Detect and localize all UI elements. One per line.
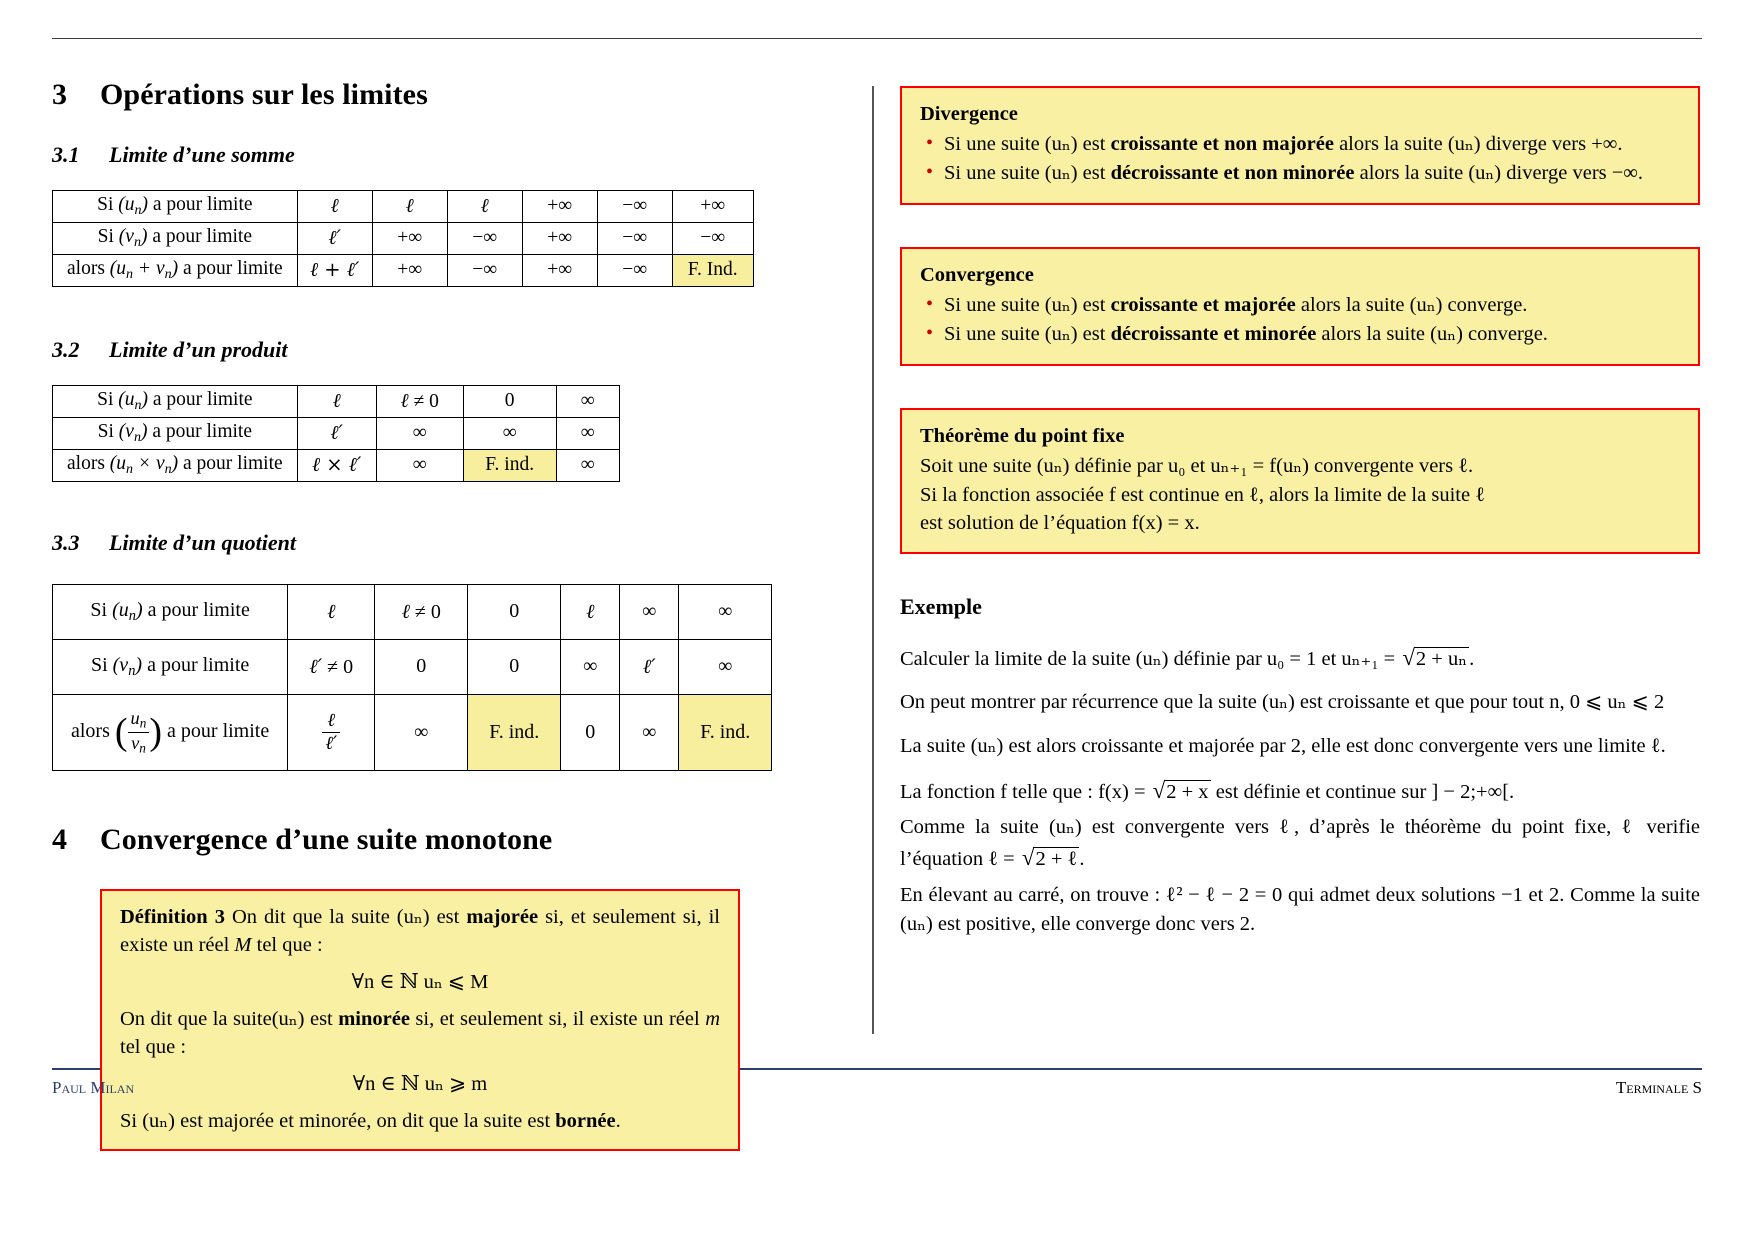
subsection-31-heading <box>52 142 842 168</box>
definition-3-text-d: si, et seulement si, il existe un réel m tel que : <box>120 1007 720 1059</box>
cell: +∞ <box>372 254 447 286</box>
cell: 0 <box>468 584 561 639</box>
convergence-box <box>900 247 1700 366</box>
exemple-paragraph-4 <box>900 775 1700 808</box>
list-item <box>920 130 1680 159</box>
cell: ℓ′ <box>297 222 372 254</box>
cell: 0 <box>463 385 556 417</box>
cell-indeterminate: F. ind. <box>468 694 561 770</box>
cell: ℓ + ℓ′ <box>297 254 372 286</box>
cell: +∞ <box>522 191 597 223</box>
section-4-heading <box>52 823 842 857</box>
definition-3-box <box>100 889 740 1152</box>
subsection-33-number: 3.3 <box>52 529 80 555</box>
subsection-32-heading <box>52 337 842 363</box>
section-3-number: 3 <box>52 78 68 111</box>
subsection-33-title: Limite d’un quotient <box>109 529 297 555</box>
exemple-p5-sqrt-arg: 2 + ℓ <box>1035 848 1078 871</box>
bullet-post: alors la suite (uₙ) converge. <box>1295 293 1528 316</box>
subsection-31-number: 3.1 <box>52 142 80 167</box>
cell: −∞ <box>597 191 672 223</box>
bullet-pre: Si une suite (uₙ) est <box>944 162 1111 185</box>
sqrt-icon: √2 + ℓ <box>1021 845 1078 871</box>
point-fixe-line-1: Soit une suite (uₙ) définie par u₀ et uₙ₊₁ = f(uₙ) convergente vers ℓ. <box>920 454 1474 477</box>
cell: ℓ <box>288 584 375 639</box>
row-label: Si $(v_n)$ a pour limite <box>53 222 298 254</box>
cell: ∞ <box>376 417 463 449</box>
definition-3-text-c: On dit que la suite(uₙ) est <box>120 1007 339 1030</box>
definition-3-bold-bornee: bornée <box>555 1109 616 1132</box>
table-row <box>53 191 754 223</box>
section-3-title: Opérations sur les limites <box>100 78 428 111</box>
exemple-paragraph-2: On peut montrer par récurrence que la suite (uₙ) est croissante et que pour tout n, 0 ⩽ uₙ ⩽ 2 <box>900 691 1665 714</box>
cell: −∞ <box>597 254 672 286</box>
cell: ℓ <box>561 584 620 639</box>
subsection-33-heading <box>52 530 842 556</box>
table-limite-somme <box>52 190 754 287</box>
cell: ∞ <box>679 639 772 694</box>
bullet-pre: Si une suite (uₙ) est <box>944 293 1111 316</box>
cell: −∞ <box>447 222 522 254</box>
list-item <box>920 159 1680 188</box>
cell: ∞ <box>463 417 556 449</box>
column-divider <box>872 86 874 1034</box>
left-column <box>52 78 842 1151</box>
definition-3-line2 <box>120 1005 720 1062</box>
cell: ℓ <box>297 191 372 223</box>
cell: 0 <box>468 639 561 694</box>
row-label: alors $(u_n \times v_n)$ a pour limite <box>53 449 298 481</box>
cell: −∞ <box>447 254 522 286</box>
subsection-32-number: 3.2 <box>52 336 80 362</box>
exemple-p4-sqrt-arg: 2 + x <box>1166 780 1209 803</box>
definition-3-formula-2: ∀n ∈ ℕ uₙ ⩾ m <box>352 1073 488 1096</box>
definition-3-line3 <box>120 1107 720 1136</box>
exemple-p1-text-b: . <box>1469 647 1475 670</box>
table-row <box>53 694 772 770</box>
sqrt-icon: √2 + uₙ <box>1402 644 1468 670</box>
cell: +∞ <box>522 222 597 254</box>
bullet-post: alors la suite (uₙ) diverge vers +∞. <box>1333 132 1623 155</box>
table-row <box>53 222 754 254</box>
row-label: Si $(u_n)$ a pour limite <box>53 584 288 639</box>
footer-author: Paul Milan <box>52 1078 135 1097</box>
cell: +∞ <box>372 222 447 254</box>
divergence-bullet-list <box>920 130 1680 188</box>
cell: 0 <box>375 639 468 694</box>
definition-3-bold-minoree: minorée <box>338 1007 410 1030</box>
footer-level: Terminale S <box>1615 1078 1702 1097</box>
table-row <box>53 449 620 481</box>
exemple-paragraph-3: La suite (uₙ) est alors croissante et majorée par 2, elle est donc convergente vers une limite ℓ. <box>900 734 1666 757</box>
cell: ℓ <box>372 191 447 223</box>
exemple-paragraph-5 <box>900 813 1700 875</box>
cell: +∞ <box>672 191 753 223</box>
point-fixe-title: Théorème du point fixe <box>920 425 1125 448</box>
divergence-box <box>900 86 1700 205</box>
exemple-p4-text-a: La fonction f telle que : f(x) = <box>900 780 1151 803</box>
row-label: Si $(u_n)$ a pour limite <box>53 385 298 417</box>
subsection-31-title: Limite d’une somme <box>109 142 295 167</box>
bullet-bold: décroissante et minorée <box>1110 323 1317 346</box>
subsection-32-title: Limite d’un produit <box>109 336 288 362</box>
row-label: Si $(u_n)$ a pour limite <box>53 191 298 223</box>
cell: ℓ <box>447 191 522 223</box>
cell: $\frac{\text{ℓ}}{\text{ℓ′}}$ <box>288 694 375 770</box>
definition-3-title: Définition 3 <box>120 905 225 928</box>
definition-3-formula-1: ∀n ∈ ℕ uₙ ⩽ M <box>351 970 489 993</box>
bullet-bold: décroissante et non minorée <box>1110 162 1355 185</box>
section-4-title: Convergence d’une suite monotone <box>100 822 553 856</box>
exemple-p4-text-b: est définie et continue sur ] − 2;+∞[. <box>1210 780 1515 803</box>
definition-3-bold-majoree: majorée <box>466 905 539 928</box>
bullet-post: alors la suite (uₙ) diverge vers −∞. <box>1354 162 1644 185</box>
cell: ∞ <box>620 584 679 639</box>
bullet-bold: croissante et non majorée <box>1110 132 1334 155</box>
table-row <box>53 639 772 694</box>
cell: ℓ × ℓ′ <box>297 449 376 481</box>
cell: ∞ <box>556 417 619 449</box>
cell: ∞ <box>376 449 463 481</box>
table-limite-quotient <box>52 584 772 771</box>
section-3-heading <box>52 78 842 112</box>
point-fixe-line-3: est solution de l’équation f(x) = x. <box>920 512 1200 535</box>
row-label: Si $(v_n)$ a pour limite <box>53 639 288 694</box>
exemple-p5-text-b: . <box>1079 848 1085 871</box>
cell: ∞ <box>620 694 679 770</box>
divergence-title: Divergence <box>920 103 1018 125</box>
convergence-bullet-list <box>920 291 1680 349</box>
cell-indeterminate: F. ind. <box>679 694 772 770</box>
cell: ∞ <box>556 385 619 417</box>
exemple-p1-sqrt-arg: 2 + uₙ <box>1415 647 1468 670</box>
definition-3-text-a: On dit que la suite (uₙ) est <box>224 905 467 928</box>
exemple-paragraph-1 <box>900 642 1700 675</box>
cell-indeterminate: F. ind. <box>463 449 556 481</box>
bullet-post: alors la suite (uₙ) converge. <box>1316 323 1548 346</box>
point-fixe-line-2: Si la fonction associée f est continue en ℓ, alors la limite de la suite ℓ <box>920 483 1486 506</box>
cell: ℓ′ <box>620 639 679 694</box>
table-row <box>53 385 620 417</box>
list-item <box>920 320 1680 349</box>
cell: ∞ <box>556 449 619 481</box>
cell: ℓ′ ≠ 0 <box>288 639 375 694</box>
exemple-paragraph-6: En élevant au carré, on trouve : ℓ² − ℓ − 2 = 0 qui admet deux solutions −1 et 2. Comme la suite (uₙ) est positive, elle converge donc vers 2. <box>900 883 1700 936</box>
cell: ℓ′ <box>297 417 376 449</box>
cell: ∞ <box>375 694 468 770</box>
table-row <box>53 584 772 639</box>
cell: ℓ <box>297 385 376 417</box>
cell: ∞ <box>561 639 620 694</box>
right-column <box>900 86 1700 953</box>
cell: ∞ <box>679 584 772 639</box>
point-fixe-box <box>900 408 1700 554</box>
definition-3-text-b: si, et seulement si, il existe un réel M tel que : <box>120 905 720 957</box>
page-footer <box>52 1078 1702 1098</box>
row-label: alors ( $\frac{u_n}{v_n}$ ) a pour limite <box>53 694 288 770</box>
cell: −∞ <box>597 222 672 254</box>
exemple-p5-text: Comme la suite (uₙ) est convergente vers ℓ, d’après le théorème du point fixe, ℓ verifie l’équation ℓ = <box>900 816 1700 871</box>
definition-3-text-f: . <box>615 1109 621 1132</box>
definition-3-line1 <box>120 903 720 960</box>
cell: +∞ <box>522 254 597 286</box>
exemple-heading: Exemple <box>900 593 982 619</box>
bullet-pre: Si une suite (uₙ) est <box>944 323 1111 346</box>
list-item <box>920 291 1680 320</box>
bullet-bold: croissante et majorée <box>1110 293 1296 316</box>
row-label: alors $(u_n + v_n)$ a pour limite <box>53 254 298 286</box>
convergence-title: Convergence <box>920 264 1034 287</box>
cell-indeterminate: F. Ind. <box>672 254 753 286</box>
cell: −∞ <box>672 222 753 254</box>
exemple-p1-text-a: Calculer la limite de la suite (uₙ) définie par u₀ = 1 et uₙ₊₁ = <box>900 647 1401 670</box>
cell: 0 <box>561 694 620 770</box>
row-label: Si $(v_n)$ a pour limite <box>53 417 298 449</box>
bullet-pre: Si une suite (uₙ) est <box>944 132 1111 155</box>
section-4-number: 4 <box>52 822 68 856</box>
sqrt-icon: √2 + x <box>1152 777 1209 803</box>
header-rule <box>52 38 1702 39</box>
table-limite-produit <box>52 385 620 482</box>
cell: ℓ ≠ 0 <box>376 385 463 417</box>
table-row <box>53 417 620 449</box>
definition-3-text-e: Si (uₙ) est majorée et minorée, on dit que la suite est <box>120 1109 556 1132</box>
cell: ℓ ≠ 0 <box>375 584 468 639</box>
table-row <box>53 254 754 286</box>
